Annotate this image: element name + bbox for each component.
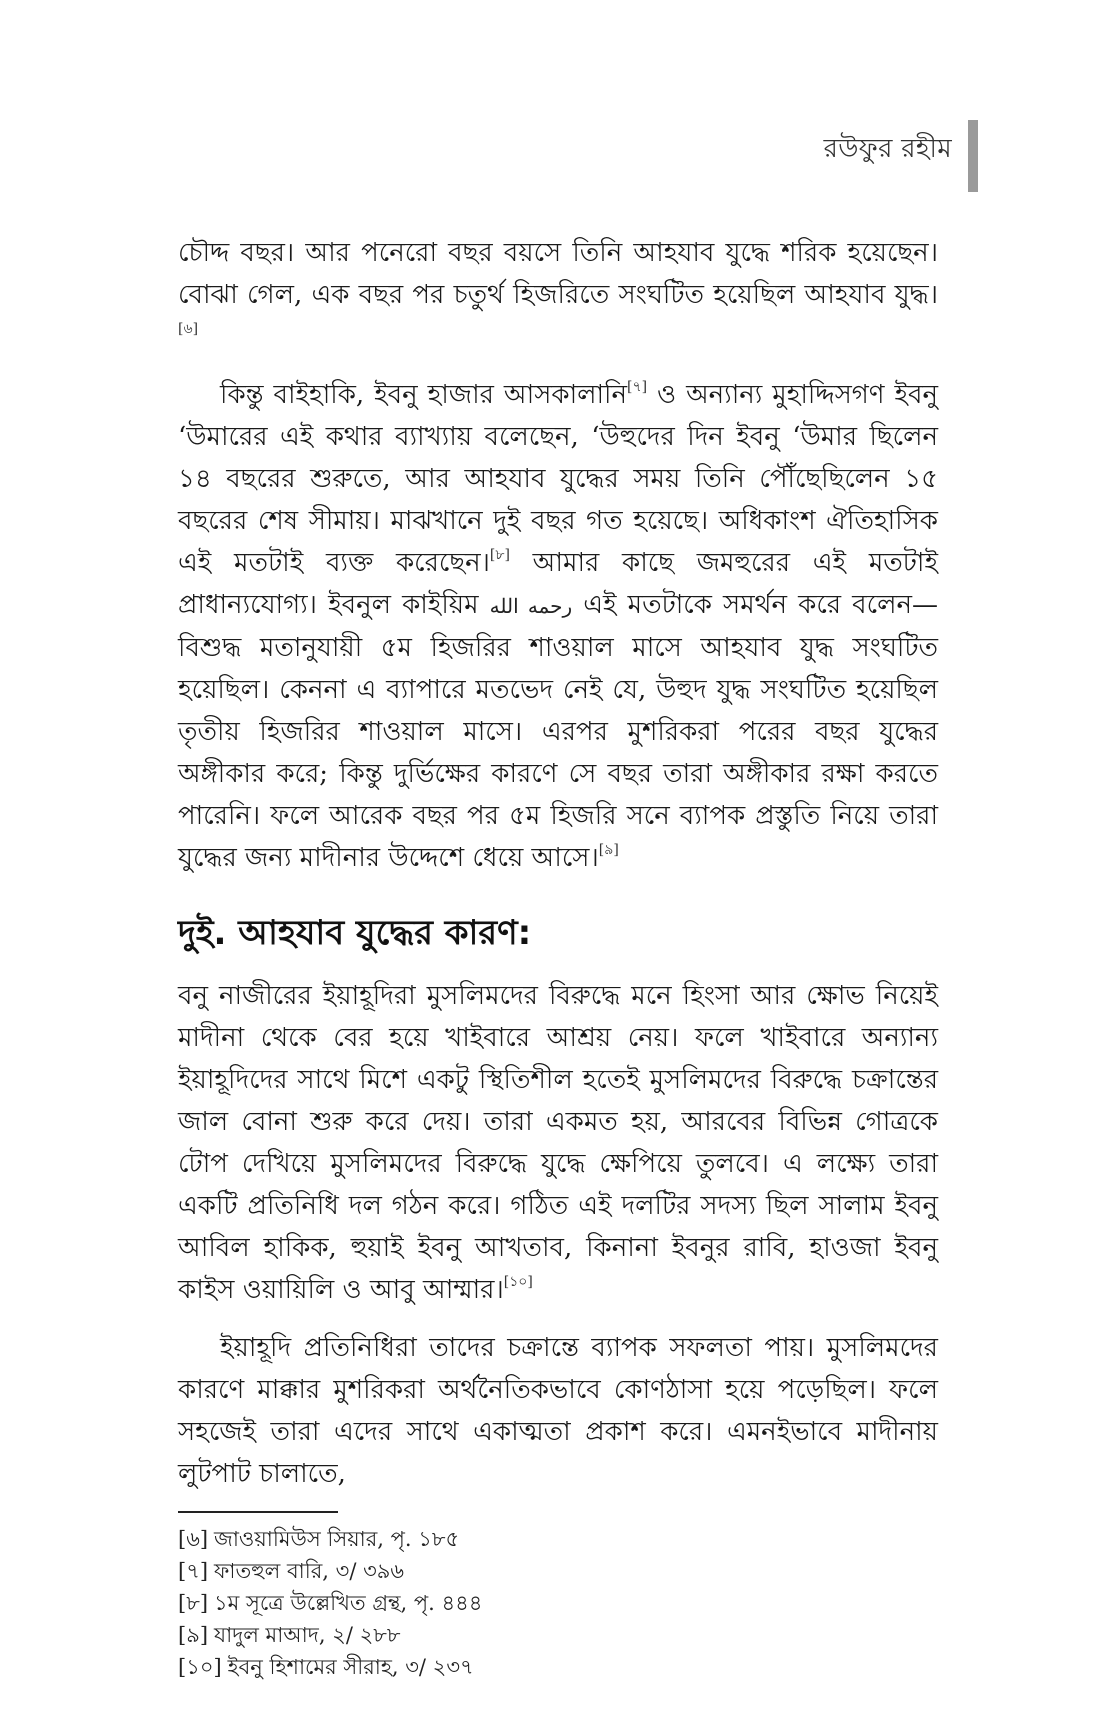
footnote-item <box>178 1555 938 1587</box>
footnote-number: [৯] <box>178 1623 209 1647</box>
section-heading: দুই. আহযাব যুদ্ধের কারণ: <box>178 913 532 953</box>
paragraph-text: আমার কাছে জমহুরের এই মতটাই প্রাধান্যযোগ্য। ইবনুল কাইয়িম <box>178 548 938 620</box>
paragraph-text: ইয়াহূদি প্রতিনিধিরা তাদের চক্রান্তে ব্যাপক সফলতা পায়। মুসলিমদের কারণে মাক্কার মুশরিকরা অর্থনৈতিকভাবে কোণঠাসা হয়ে পড়েছিল। ফলে সহজেই তারা এদের সাথে একাত্মতা প্রকাশ করে। এমনইভাবে মাদীনায় লুটপাট চালাতে, <box>178 1333 938 1489</box>
footnote-ref: [৮] <box>489 547 510 563</box>
honorific-glyph: رحمه الله <box>489 594 573 618</box>
body-text <box>178 232 938 1683</box>
footnote-item <box>178 1651 938 1683</box>
footnote-ref: [৭] <box>627 379 648 395</box>
footnote-item <box>178 1523 938 1555</box>
footnote-text: ইবনু হিশামের সীরাহ, ৩/ ২৩৭ <box>227 1655 474 1679</box>
footnote-ref: [৬] <box>178 321 199 337</box>
paragraph <box>178 1327 938 1495</box>
footnote-ref: [৯] <box>598 842 619 858</box>
header-bar <box>968 120 978 192</box>
paragraph <box>178 374 938 879</box>
footnote-text: যাদুল মাআদ, ২/ ২৮৮ <box>214 1623 401 1647</box>
paragraph-text: এই মতটাকে সমর্থন করে বলেন—বিশুদ্ধ মতানুযায়ী ৫ম হিজরির শাওয়াল মাসে আহযাব যুদ্ধ সংঘটিত হয়েছিল। কেননা এ ব্যাপারে মতভেদ নেই যে, উহুদ যুদ্ধ সংঘটিত হয়েছিল তৃতীয় হিজরির শাওয়াল মাসে। এরপর মুশরিকরা পরের বছর যুদ্ধের অঙ্গীকার করে; কিন্তু দুর্ভিক্ষের কারণে সে বছর তারা অঙ্গীকার রক্ষা করতে পারেনি। ফলে আরেক বছর পর ৫ম হিজরি সনে ব্যাপক প্রস্তুতি নিয়ে তারা যুদ্ধের জন্য মাদীনার উদ্দেশে ধেয়ে আসে। <box>178 590 938 873</box>
footnote-divider <box>178 1511 338 1513</box>
paragraph <box>178 232 938 358</box>
footnote-text: ফাতহুল বারি, ৩/ ৩৯৬ <box>214 1559 404 1583</box>
paragraph-text: ও অন্যান্য মুহাদ্দিসগণ ইবনু ‘উমারের এই কথার ব্যাখ্যায় বলেছেন, ‘উহুদের দিন ইবনু ‘উমার ছিলেন ১৪ বছরের শুরুতে, আর আহযাব যুদ্ধের সময় তিনি পৌঁছেছিলেন ১৫ বছরের শেষ সীমায়। মাঝখানে দুই বছর গত হয়েছে। অধিকাংশ ঐতিহাসিক এই মতটাই ব্যক্ত করেছেন। <box>178 380 938 578</box>
footnote-item <box>178 1619 938 1651</box>
footnote-text: জাওয়ামিউস সিয়ার, পৃ. ১৮৫ <box>214 1527 460 1551</box>
footnote-number: [৬] <box>178 1527 209 1551</box>
running-head: রউফুর রহীম <box>823 134 952 164</box>
paragraph-text: চৌদ্দ বছর। আর পনেরো বছর বয়সে তিনি আহযাব যুদ্ধে শরিক হয়েছেন। বোঝা গেল, এক বছর পর চতুর্থ হিজরিতে সংঘটিত হয়েছিল আহযাব যুদ্ধ। <box>178 238 938 310</box>
footnote-number: [৭] <box>178 1559 209 1583</box>
footnote-ref: [১০] <box>503 1274 533 1290</box>
footnote-item <box>178 1587 938 1619</box>
paragraph-text: বনু নাজীরের ইয়াহূদিরা মুসলিমদের বিরুদ্ধে মনে হিংসা আর ক্ষোভ নিয়েই মাদীনা থেকে বের হয়ে খাইবারে আশ্রয় নেয়। ফলে খাইবারে অন্যান্য ইয়াহূদিদের সাথে মিশে একটু স্থিতিশীল হতেই মুসলিমদের বিরুদ্ধে চক্রান্তের জাল বোনা শুরু করে দেয়। তারা একমত হয়, আরবের বিভিন্ন গোত্রকে টোপ দেখিয়ে মুসলিমদের বিরুদ্ধে যুদ্ধে ক্ষেপিয়ে তুলবে। এ লক্ষ্যে তারা একটি প্রতিনিধি দল গঠন করে। গঠিত এই দলটির সদস্য ছিল সালাম ইবনু আবিল হাকিক, হুয়াই ইবনু আখতাব, কিনানা ইবনুর রাবি, হাওজা ইবনু কাইস ওয়ায়িলি ও আবু আম্মার। <box>178 981 938 1305</box>
footnote-number: [৮] <box>178 1591 209 1615</box>
footnote-text: ১ম সূত্রে উল্লেখিত গ্রন্থ, পৃ. ৪৪৪ <box>214 1591 483 1615</box>
paragraph <box>178 975 938 1311</box>
footnote-list <box>178 1523 938 1683</box>
footnote-number: [১০] <box>178 1655 222 1679</box>
paragraph-text: কিন্তু বাইহাকি, ইবনু হাজার আসকালানি <box>220 380 627 410</box>
